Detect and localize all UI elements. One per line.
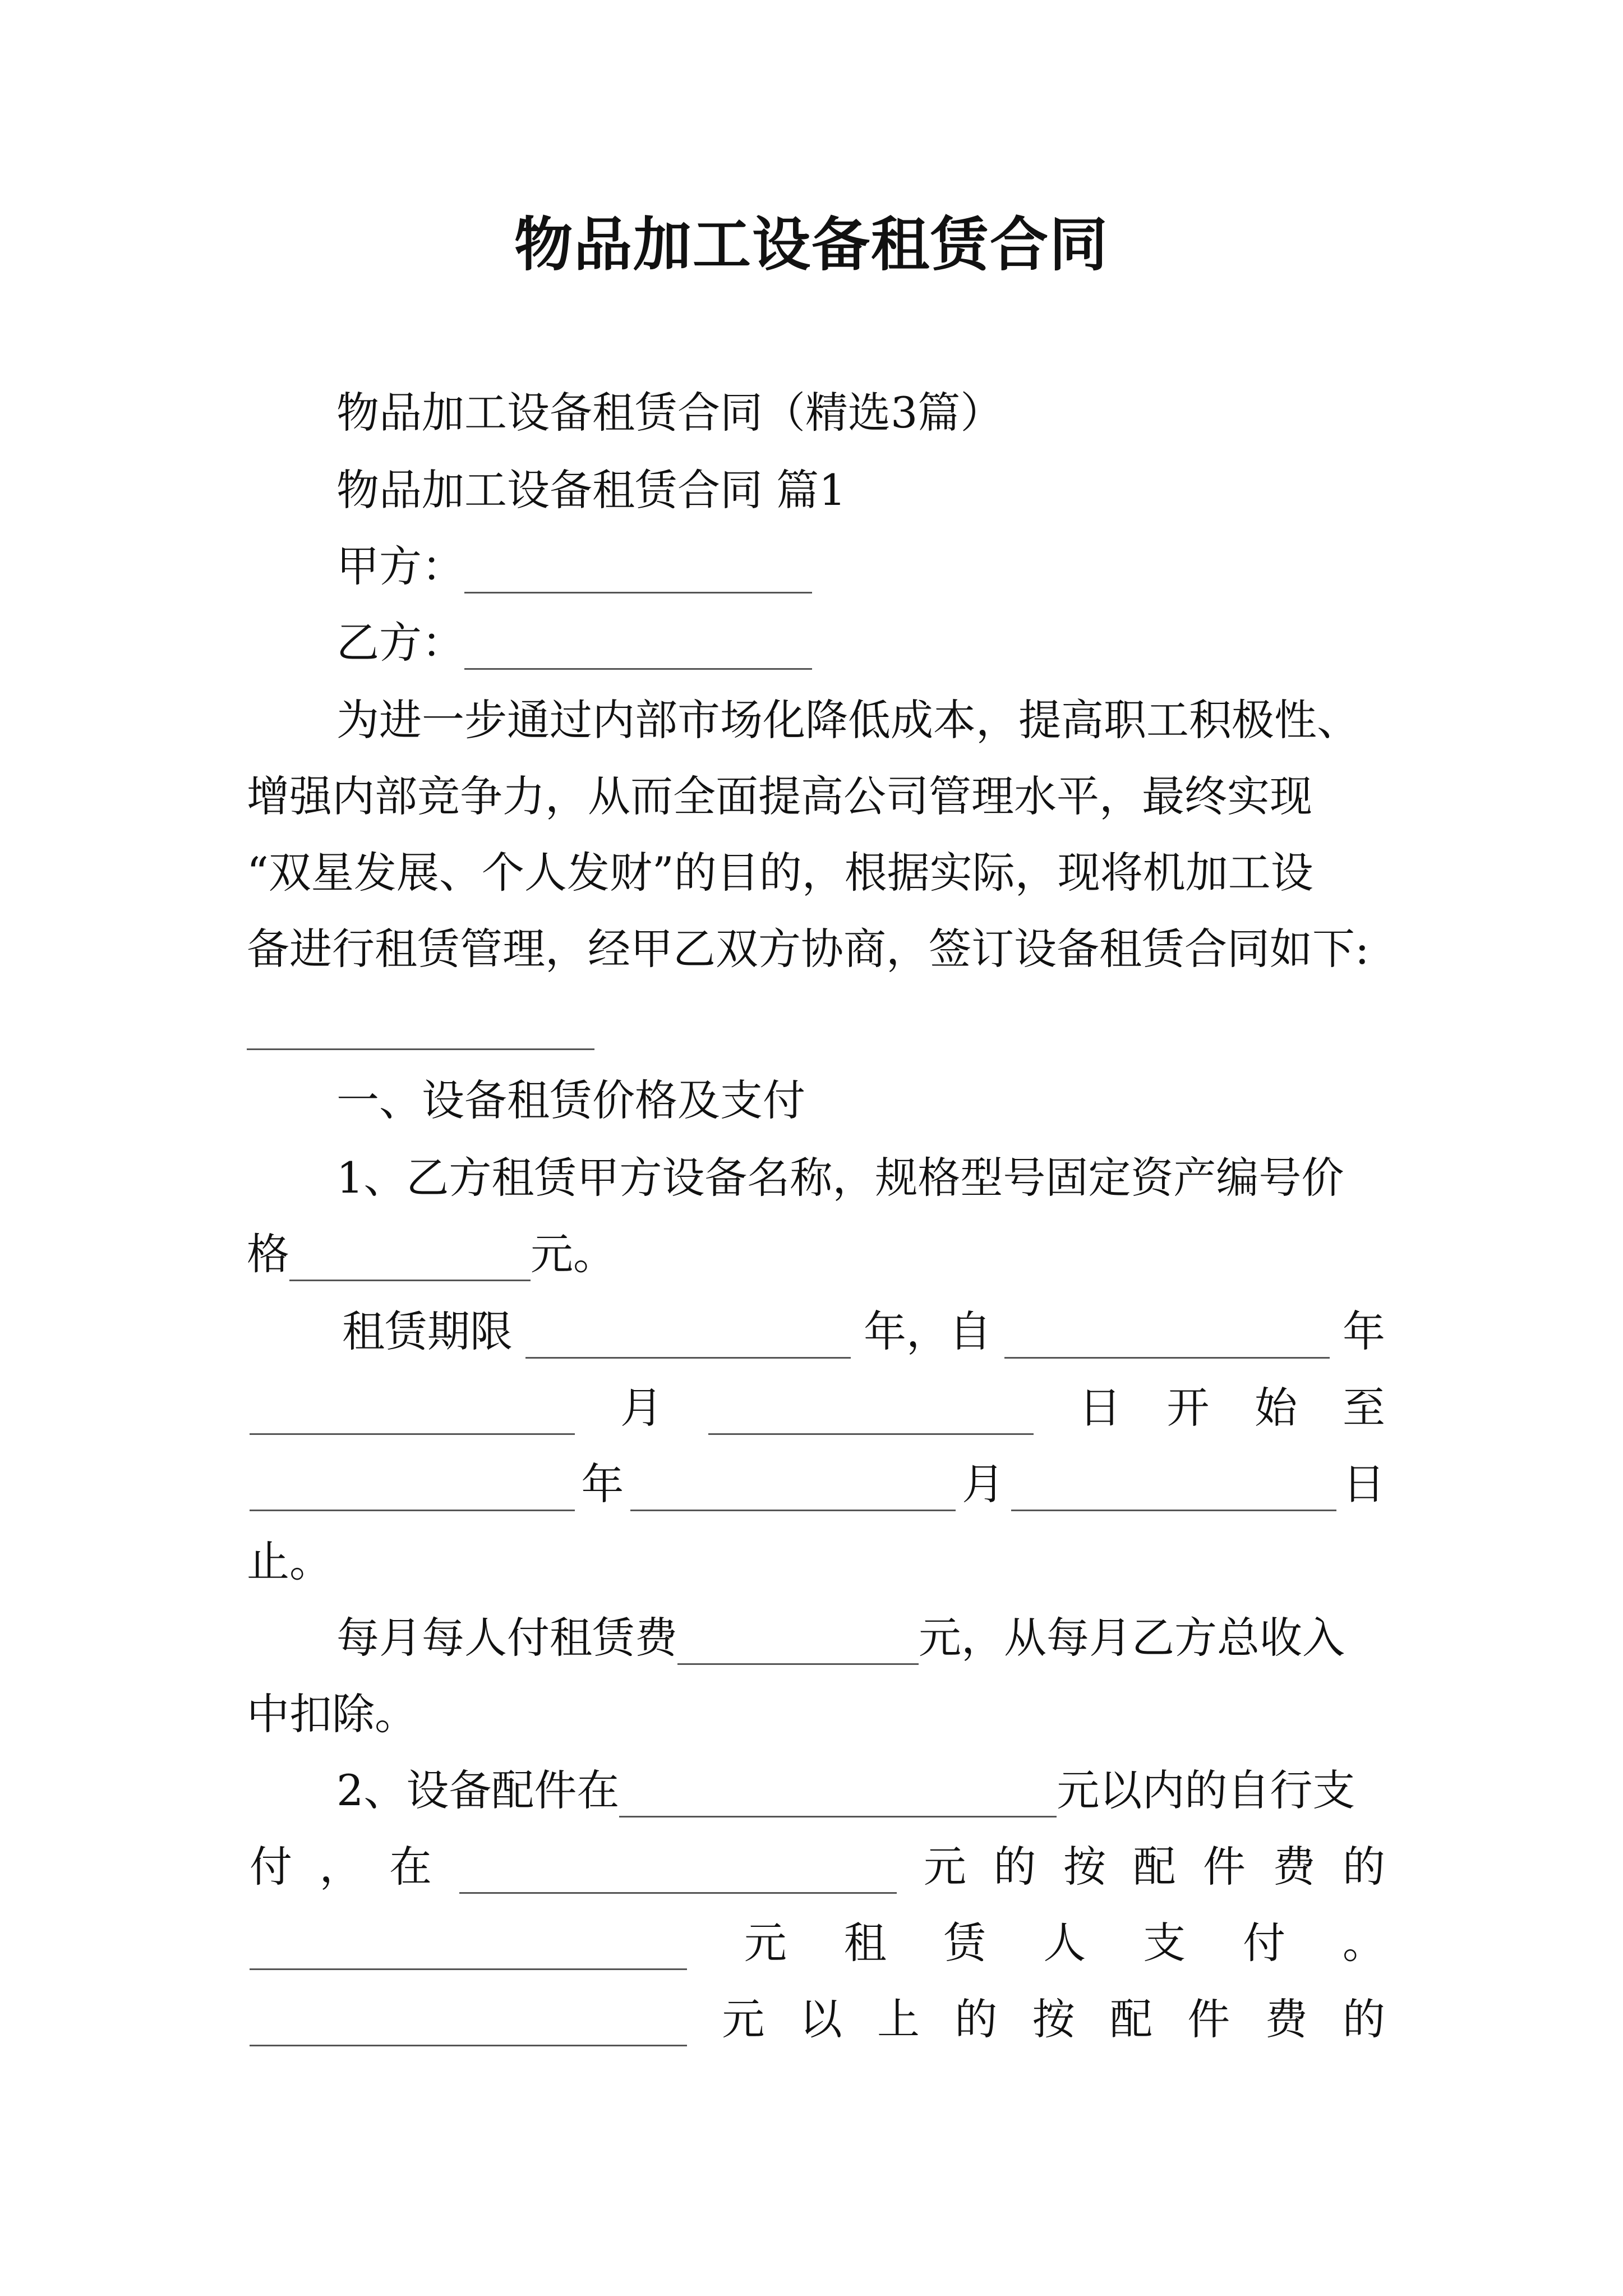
term-end-month-blank bbox=[630, 1467, 956, 1511]
item-2-line-c bbox=[250, 1916, 1385, 1970]
intro-line-2: 增强内部竞争力，从而全面提高公司管理水平，最终实现 bbox=[247, 771, 1312, 821]
item-2-b-char-3: 在 bbox=[389, 1842, 432, 1892]
item-2-d-char-8: 费 bbox=[1265, 1994, 1308, 2044]
section-1-heading: 一、设备租赁价格及支付 bbox=[336, 1075, 805, 1125]
item-2-limit-blank bbox=[619, 1773, 1057, 1818]
term-char-kai: 开 bbox=[1166, 1383, 1210, 1433]
item-2-label: 2、设备配件在 bbox=[336, 1765, 620, 1815]
item-2-line-d bbox=[250, 1993, 1385, 2046]
term-years-blank bbox=[525, 1314, 851, 1359]
term-line-c bbox=[250, 1457, 1385, 1511]
item-1-line-a: 1、乙方租赁甲方设备名称，规格型号固定资产编号价 bbox=[336, 1153, 1344, 1203]
fee-unit-text: 元，从每月乙方总收入 bbox=[919, 1613, 1345, 1663]
item-1-price-label: 格 bbox=[247, 1229, 289, 1279]
term-line-a bbox=[342, 1305, 1385, 1359]
term-line-d: 止。 bbox=[247, 1536, 332, 1586]
term-start-month-blank bbox=[250, 1391, 575, 1435]
item-1-line-b bbox=[247, 1227, 616, 1281]
party-b-label: 乙方： bbox=[336, 618, 464, 668]
item-2-c-char-6: 付 bbox=[1243, 1918, 1286, 1968]
item-2-d-char-4: 的 bbox=[955, 1994, 998, 2044]
item-2-limit-text: 元以内的自行支 bbox=[1057, 1765, 1355, 1815]
fee-label: 每月每人付租赁费 bbox=[336, 1613, 677, 1663]
party-b-blank bbox=[464, 625, 812, 670]
intro-line-1: 为进一步通过内部市场化降低成本，提高职工积极性、 bbox=[336, 695, 1359, 745]
chapter-heading: 物品加工设备租赁合同 篇1 bbox=[336, 465, 846, 515]
item-2-d-char-6: 配 bbox=[1109, 1994, 1152, 2044]
item-2-above-blank bbox=[250, 2002, 687, 2046]
item-2-c-char-1: 元 bbox=[744, 1918, 787, 1968]
item-2-b-char-1: 付 bbox=[250, 1842, 292, 1892]
term-char-zhi: 至 bbox=[1342, 1383, 1385, 1433]
item-2-c-char-4: 人 bbox=[1043, 1918, 1086, 1968]
term-start-day-blank bbox=[708, 1391, 1034, 1435]
item-2-line-b bbox=[250, 1840, 1385, 1894]
item-1-price-blank bbox=[289, 1237, 531, 1281]
item-2-d-char-3: 上 bbox=[877, 1994, 920, 2044]
item-2-b-char-5: 的 bbox=[993, 1842, 1036, 1892]
item-2-b-char-7: 配 bbox=[1133, 1842, 1176, 1892]
document-title: 物品加工设备租赁合同 bbox=[514, 210, 1109, 279]
item-2-d-char-7: 件 bbox=[1187, 1994, 1230, 2044]
term-start-month-label: 月 bbox=[620, 1383, 663, 1433]
term-char-shi: 始 bbox=[1255, 1383, 1298, 1433]
party-a-label: 甲方： bbox=[336, 541, 464, 591]
item-2-b-char-8: 件 bbox=[1203, 1842, 1246, 1892]
intro-end-blank bbox=[247, 1006, 594, 1050]
party-a-line bbox=[336, 540, 812, 593]
term-year-from-label: 年，自 bbox=[864, 1306, 992, 1356]
item-2-b-char-9: 费 bbox=[1272, 1842, 1316, 1892]
item-2-d-char-9: 的 bbox=[1342, 1994, 1385, 2044]
item-2-range-blank bbox=[459, 1849, 897, 1894]
item-2-c-char-5: 支 bbox=[1143, 1918, 1186, 1968]
party-a-blank bbox=[464, 549, 812, 593]
item-2-c-char-2: 租 bbox=[843, 1918, 887, 1968]
term-end-year-blank bbox=[250, 1467, 575, 1511]
term-end-year-label: 年 bbox=[581, 1459, 624, 1509]
item-2-c-char-7: 。 bbox=[1342, 1918, 1385, 1968]
item-2-b-char-2: ， bbox=[319, 1842, 362, 1892]
term-label: 租赁期限 bbox=[342, 1306, 513, 1356]
item-1-price-unit: 元。 bbox=[531, 1229, 616, 1279]
item-2-line-a bbox=[336, 1764, 1355, 1818]
item-2-b-char-10: 的 bbox=[1343, 1842, 1385, 1892]
fee-blank bbox=[677, 1621, 919, 1665]
term-start-year-blank bbox=[1004, 1314, 1330, 1359]
item-2-d-char-2: 以 bbox=[799, 1994, 842, 2044]
intro-end-blank-line bbox=[247, 996, 594, 1050]
term-end-day-label: 日 bbox=[1342, 1459, 1385, 1509]
term-start-year-label: 年 bbox=[1343, 1306, 1385, 1356]
item-2-b-char-6: 按 bbox=[1063, 1842, 1106, 1892]
fee-line-b: 中扣除。 bbox=[247, 1689, 417, 1739]
subtitle: 物品加工设备租赁合同（精选3篇） bbox=[336, 388, 1003, 438]
item-2-b-char-4: 元 bbox=[924, 1842, 966, 1892]
item-2-d-char-1: 元 bbox=[722, 1994, 765, 2044]
term-line-b bbox=[250, 1381, 1385, 1435]
intro-line-4: 备进行租赁管理，经甲乙双方协商，签订设备租赁合同如下: bbox=[247, 924, 1370, 974]
item-2-c-char-3: 赁 bbox=[943, 1918, 986, 1968]
intro-line-3: “双星发展、个人发财”的目的，根据实际，现将机加工设 bbox=[247, 848, 1313, 898]
term-start-day-label: 日 bbox=[1078, 1383, 1122, 1433]
item-2-lessee-blank bbox=[250, 1926, 687, 1970]
party-b-line bbox=[336, 616, 812, 670]
term-end-day-blank bbox=[1011, 1467, 1336, 1511]
fee-line-a bbox=[336, 1611, 1345, 1665]
term-end-month-label: 月 bbox=[962, 1459, 1005, 1509]
item-2-d-char-5: 按 bbox=[1032, 1994, 1075, 2044]
